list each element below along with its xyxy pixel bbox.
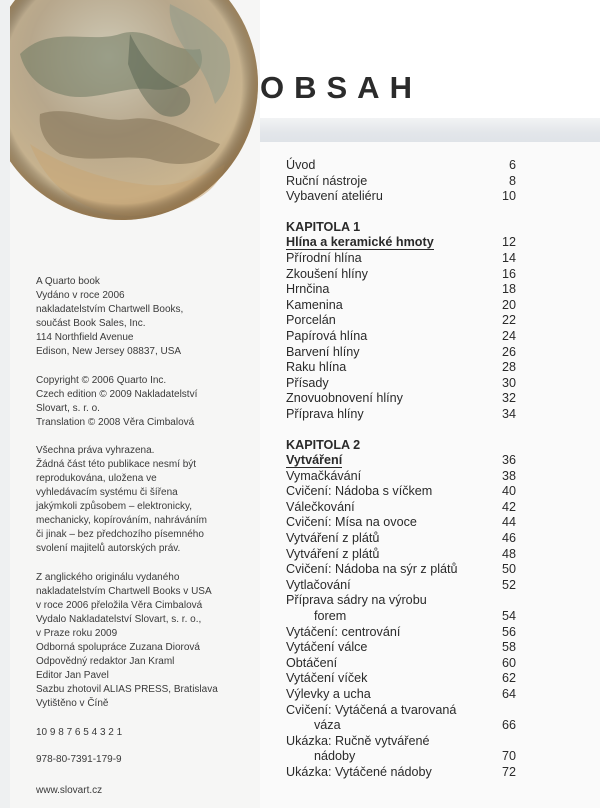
website: www.slovart.cz	[36, 785, 103, 796]
ceramic-plate-image	[10, 0, 260, 230]
imprint-line: součást Book Sales, Inc.	[36, 318, 146, 329]
toc-entry: Raku hlína 28	[286, 360, 516, 375]
toc-entry: Přírodní hlína 14	[286, 250, 516, 265]
toc-entry: Vytváření z plátů 46	[286, 531, 516, 546]
toc-entry: Cvičení: Vytáčená a tvarovaná	[286, 702, 457, 717]
title-shadow	[260, 118, 600, 142]
imprint-line: Z anglického originálu vydaného	[36, 572, 180, 583]
toc-entry: Vytváření z plátů 48	[286, 546, 516, 561]
toc-entry: Ruční nástroje 8	[286, 173, 516, 188]
imprint-line: A Quarto book	[36, 276, 100, 287]
toc-entry: Papírová hlína 24	[286, 328, 516, 343]
imprint-line: Edison, New Jersey 08837, USA	[36, 346, 182, 357]
toc-entry: Válečkování 42	[286, 499, 516, 514]
toc-entry: Barvení hlíny 26	[286, 344, 516, 359]
imprint-line: v Praze roku 2009	[36, 628, 118, 639]
toc-entry: Hrnčina 18	[286, 282, 516, 297]
page-edge	[0, 0, 10, 808]
chapter-label: KAPITOLA 2	[286, 437, 361, 452]
toc-entry: Příprava hlíny 34	[286, 406, 516, 421]
imprint-line: nakladatelstvím Chartwell Books v USA	[36, 586, 212, 597]
toc-entry: Vytáčení: centrování 56	[286, 624, 516, 639]
table-of-contents	[286, 158, 516, 781]
toc-entry: Ukázka: Ručně vytvářené	[286, 733, 430, 748]
chapter-heading: Hlína a keramické hmoty 12	[286, 235, 516, 250]
toc-entry: Vytáčení válce 58	[286, 640, 516, 655]
imprint-block-credits	[36, 571, 250, 711]
imprint-line: Vydáno v roce 2006	[36, 290, 125, 301]
imprint-line: jakýmkoli způsobem – elektronicky,	[36, 501, 192, 512]
imprint-line: 114 Northfield Avenue	[36, 332, 134, 343]
imprint-line: mechanicky, kopírováním, nahráváním	[36, 515, 208, 526]
toc-entry: Ukázka: Vytáčené nádoby 72	[286, 764, 516, 779]
imprint-line: Odpovědný redaktor Jan Kraml	[36, 656, 175, 667]
toc-entry: Přísady 30	[286, 375, 516, 390]
imprint-line: Slovart, s. r. o.	[36, 403, 100, 414]
chapter-heading: Vytváření 36	[286, 453, 516, 468]
imprint-line: Copyright © 2006 Quarto Inc.	[36, 375, 167, 386]
toc-entry: Znovuobnovení hlíny 32	[286, 391, 516, 406]
imprint-line: reprodukována, uložena ve	[36, 473, 157, 484]
imprint-line: Vydalo Nakladatelství Slovart, s. r. o.,	[36, 614, 202, 625]
imprint-line: vyhledávacím systému či šířena	[36, 487, 178, 498]
toc-entry: Vybavení ateliéru 10	[286, 189, 516, 204]
toc-entry: Výlevky a ucha 64	[286, 687, 516, 701]
toc-entry: Úvod 6	[286, 158, 516, 172]
isbn: 978-80-7391-179-9	[36, 754, 122, 765]
toc-entry-continued: forem 54	[314, 609, 516, 624]
imprint-block-publisher	[36, 275, 250, 359]
toc-entry: Zkoušení hlíny 16	[286, 266, 516, 281]
imprint-line: Editor Jan Pavel	[36, 670, 109, 681]
imprint-line: Sazbu zhotovil ALIAS PRESS, Bratislava	[36, 684, 218, 695]
toc-entry: Vytáčení víček 62	[286, 671, 516, 686]
imprint-line: Translation © 2008 Věra Cimbalová	[36, 417, 195, 428]
imprint-line: Vytištěno v Číně	[36, 698, 109, 709]
title-band	[260, 0, 600, 136]
toc-entry: Vytlačování 52	[286, 577, 516, 592]
toc-entry: Cvičení: Nádoba s víčkem 40	[286, 484, 516, 499]
toc-entry: Cvičení: Mísa na ovoce 44	[286, 515, 516, 530]
chapter-label: KAPITOLA 1	[286, 219, 361, 234]
toc-entry: Porcelán 22	[286, 313, 516, 328]
imprint-line: Žádná část této publikace nesmí být	[36, 459, 197, 470]
toc-entry: Vymačkávání 38	[286, 468, 516, 483]
imprint-block-rights	[36, 444, 250, 556]
imprint-line: v roce 2006 přeložila Věra Cimbalová	[36, 600, 203, 611]
imprint-line: nakladatelstvím Chartwell Books,	[36, 304, 184, 315]
toc-entry: Cvičení: Nádoba na sýr z plátů 50	[286, 562, 516, 577]
imprint-line: či jinak – bez předchozího písemného	[36, 529, 204, 540]
toc-entry: Kamenina 20	[286, 297, 516, 312]
imprint-block-copyright	[36, 374, 250, 430]
imprint-line: Všechna práva vyhrazena.	[36, 445, 155, 456]
toc-entry: Příprava sádry na výrobu	[286, 593, 427, 608]
print-run: 10 9 8 7 6 5 4 3 2 1	[36, 727, 123, 738]
imprint-line: Odborná spolupráce Zuzana Diorová	[36, 642, 200, 653]
imprint-line: svolení majitelů autorských práv.	[36, 543, 181, 554]
toc-entry: Obtáčení 60	[286, 655, 516, 670]
page-title: OBSAH	[260, 70, 422, 105]
imprint-line: Czech edition © 2009 Nakladatelství	[36, 389, 198, 400]
toc-entry-continued: nádoby 70	[314, 749, 516, 764]
toc-entry-continued: váza 66	[314, 718, 516, 733]
